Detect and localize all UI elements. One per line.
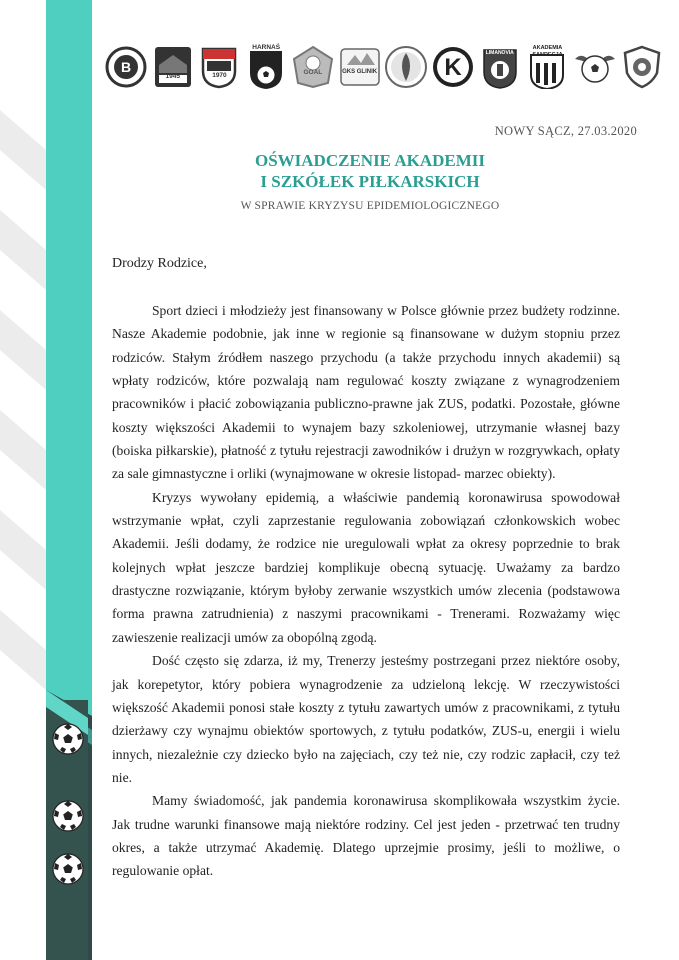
logo-text: 1970	[212, 72, 227, 79]
logo-text: LIMANOVIA	[485, 50, 514, 56]
logo-text: AKADEMIA SANDECJA	[532, 45, 563, 58]
letter-body	[112, 299, 620, 883]
logo-harnas	[244, 43, 288, 91]
logo-text: HARNAŚ	[252, 44, 281, 51]
letter-date: NOWY SĄCZ, 27.03.2020	[494, 124, 637, 138]
paragraph: Mamy świadomość, jak pandemia koronawirusa skomplikowała wszystkim życie. Jak trudne warunki finansowe mają niektóre rodziny. Cel jest jeden - przetrwać ten trudny okres, a także utrzymać Akademię. Dlatego uprzejmie prosimy, jeśli to możliwe, o regulowanie opłat.	[112, 793, 620, 879]
paragraph: Dość często się zdarza, iż my, Trenerzy jesteśmy postrzegani przez niektóre osoby, jak korepetytor, który pobiera wynagrodzenie za udzieloną lekcję. W rzeczywistości większość Akademii ponosi stałe koszty z tytułu zawartych umów z pracownikami, z tytułu dzierżawy czy wynajmu obiektów sportowych, z tytułu podatków, ZUS-u, energii i wielu innych, niezależnie czy dziecko było na zajęciach, czy też nie, czy rodzic zapłacił, czy też nie.	[112, 653, 620, 785]
logo-akademia-leaf	[384, 43, 428, 91]
logo-akademia-sandecja	[524, 43, 570, 91]
club-logos-row	[104, 38, 664, 96]
title-line-2: I SZKÓŁEK PIŁKARSKICH	[260, 172, 480, 191]
svg-text:K: K	[444, 54, 462, 81]
subtitle: W SPRAWIE KRYZYSU EPIDEMIOLOGICZNEGO	[240, 200, 500, 212]
paragraph: Sport dzieci i młodzieży jest finansowany w Polsce głównie przez budżety rodzinne. Nasze Akademie podobnie, jak inne w regionie są finansowane w dużym stopniu przez rodziców. Stałym źródłem naszego przychodu (a także przychodu innych akademii) są wpłaty rodziców, które pozwalają nam regulować koszty związane z wynagrodzeniem pracowników i płacić zobowiązania publiczno-prawne jak ZUS, podatki. Pozostałe, główne koszty większości Akademii to wynajem bazy szkoleniowej, utrzymanie własnej bazy (boiska piłkarskie), płatność z tytułu rejestracji zawodników i drużyn w rozgrywkach, opłaty za sale gimnastyczne i orliki (wynajmowane w okresie listopad- marzec obiekty).	[112, 303, 620, 482]
logo-sandecja-b	[104, 43, 148, 91]
logo-wings-ball	[573, 43, 617, 91]
paragraph: Kryzys wywołany epidemią, a właściwie pandemią koronawirusa spowodował wstrzymanie wpłat, czyli zaprzestanie regulowania zobowiązań członkowskich wobec Akademii. Jeśli dodamy, że rodzice nie uregulowali wpłat za okresy poprzednie to brak kolejnych wpłat jeszcze bardziej komplikuje obecną sytuację. Uważamy za bardzo drastyczne rozwiązanie, którym byłoby zerwanie wszystkich umów zlecenia (podstawowa forma prawna zatrudnienia) z naszymi pracownikami - Trenerami. Rozważamy więc zawieszenie realizacji umów za obopólną zgodą.	[112, 489, 620, 645]
svg-text:B: B	[120, 59, 132, 75]
title-line-1: OŚWIADCZENIE AKADEMII	[254, 151, 485, 170]
greeting: Drodzy Rodzice,	[112, 256, 207, 271]
soccer-ball-icon	[52, 853, 84, 885]
logo-text: GOAL	[303, 69, 323, 76]
logo-limanovia	[478, 43, 522, 91]
logo-goal	[291, 43, 335, 91]
logo-text: 1945	[165, 73, 180, 80]
logo-gks-glinik	[338, 43, 382, 91]
logo-text: GKS GLINIK	[342, 69, 378, 75]
logo-shield	[620, 43, 664, 91]
side-decoration-band	[0, 0, 92, 960]
logo-sacz-1970	[197, 43, 241, 91]
logo-klub-sportowy-1945	[151, 43, 195, 91]
soccer-ball-icon	[52, 723, 84, 755]
soccer-ball-icon	[52, 800, 84, 832]
logo-k	[431, 43, 475, 91]
